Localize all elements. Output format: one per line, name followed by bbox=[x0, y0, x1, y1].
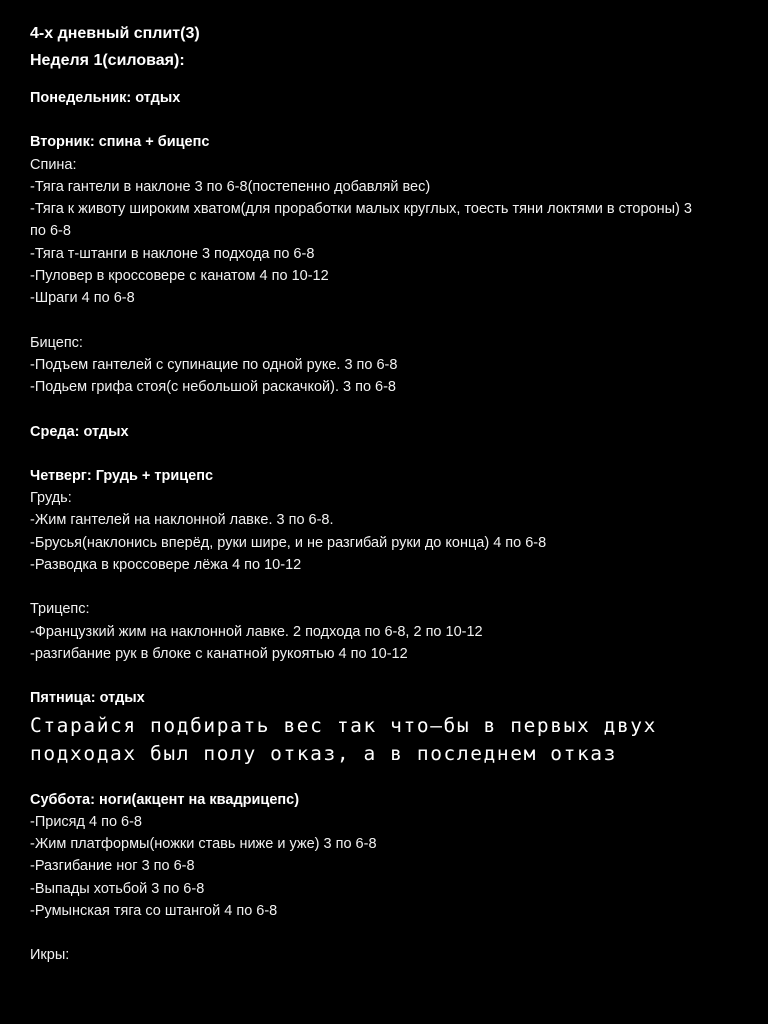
legs-item: -Румынская тяга со штангой 4 по 6-8 bbox=[30, 903, 278, 920]
monday-heading: Понедельник: отдых bbox=[30, 90, 181, 106]
chest-item: -Брусья(наклонись вперёд, руки шире, и не разгибай руки до конца) 4 по 6-8 bbox=[30, 534, 547, 551]
legs-item: -Разгибание ног 3 по 6-8 bbox=[30, 858, 195, 875]
legs-item: -Выпады хотьбой 3 по 6-8 bbox=[30, 880, 205, 897]
chest-label: Грудь: bbox=[30, 490, 72, 507]
back-item: -Тяга к животу широким хватом(для проработки малых круглых, тоесть тяни локтями в стороны) 3 по 6-8 bbox=[30, 201, 692, 240]
chest-item: -Разводка в кроссовере лёжа 4 по 10-12 bbox=[30, 557, 302, 574]
back-label: Спина: bbox=[30, 156, 77, 173]
note-title: 4-х дневный сплит(3) bbox=[30, 25, 200, 42]
biceps-label: Бицепс: bbox=[30, 334, 83, 351]
chest-item: -Жим гантелей на наклонной лавке. 3 по 6-8. bbox=[30, 512, 334, 529]
back-item: -Тяга т-штанги в наклоне 3 подхода по 6-8 bbox=[30, 245, 315, 262]
tuesday-heading: Вторник: спина + бицепс bbox=[30, 134, 210, 151]
triceps-item: -Французкий жим на наклонной лавке. 2 подхода по 6-8, 2 по 10-12 bbox=[30, 623, 483, 640]
tip-line: Старайся подбирать вес так что—бы в первых двух bbox=[30, 713, 657, 737]
triceps-label: Трицепс: bbox=[30, 601, 90, 618]
legs-item: -Присяд 4 по 6-8 bbox=[30, 813, 142, 830]
triceps-item: -разгибание рук в блоке с канатной рукоятью 4 по 10-12 bbox=[30, 645, 408, 662]
wednesday-heading: Среда: отдых bbox=[30, 423, 129, 440]
saturday-heading: Суббота: ноги(акцент на квадрицепс) bbox=[30, 791, 300, 808]
thursday-heading: Четверг: Грудь + трицепс bbox=[30, 467, 214, 484]
back-item: -Шраги 4 по 6-8 bbox=[30, 290, 135, 307]
back-item: -Пуловер в кроссовере с канатом 4 по 10-12 bbox=[30, 268, 329, 285]
biceps-item: -Подьем грифа стоя(с небольшой раскачкой). 3 по 6-8 bbox=[30, 379, 396, 396]
legs-item: -Жим платформы(ножки ставь ниже и уже) 3 по 6-8 bbox=[30, 836, 377, 853]
back-item: -Тяга гантели в наклоне 3 по 6-8(постепенно добавляй вес) bbox=[30, 178, 431, 195]
note-subtitle: Неделя 1(силовая): bbox=[30, 52, 185, 69]
tip-line: подходах был полу отказ, а в последнем отказ bbox=[30, 741, 617, 765]
calves-label: Икры: bbox=[30, 947, 70, 964]
biceps-item: -Подъем гантелей с супинацие по одной руке. 3 по 6-8 bbox=[30, 356, 398, 373]
friday-heading: Пятница: отдых bbox=[30, 690, 145, 707]
note-body[interactable] bbox=[30, 20, 730, 967]
